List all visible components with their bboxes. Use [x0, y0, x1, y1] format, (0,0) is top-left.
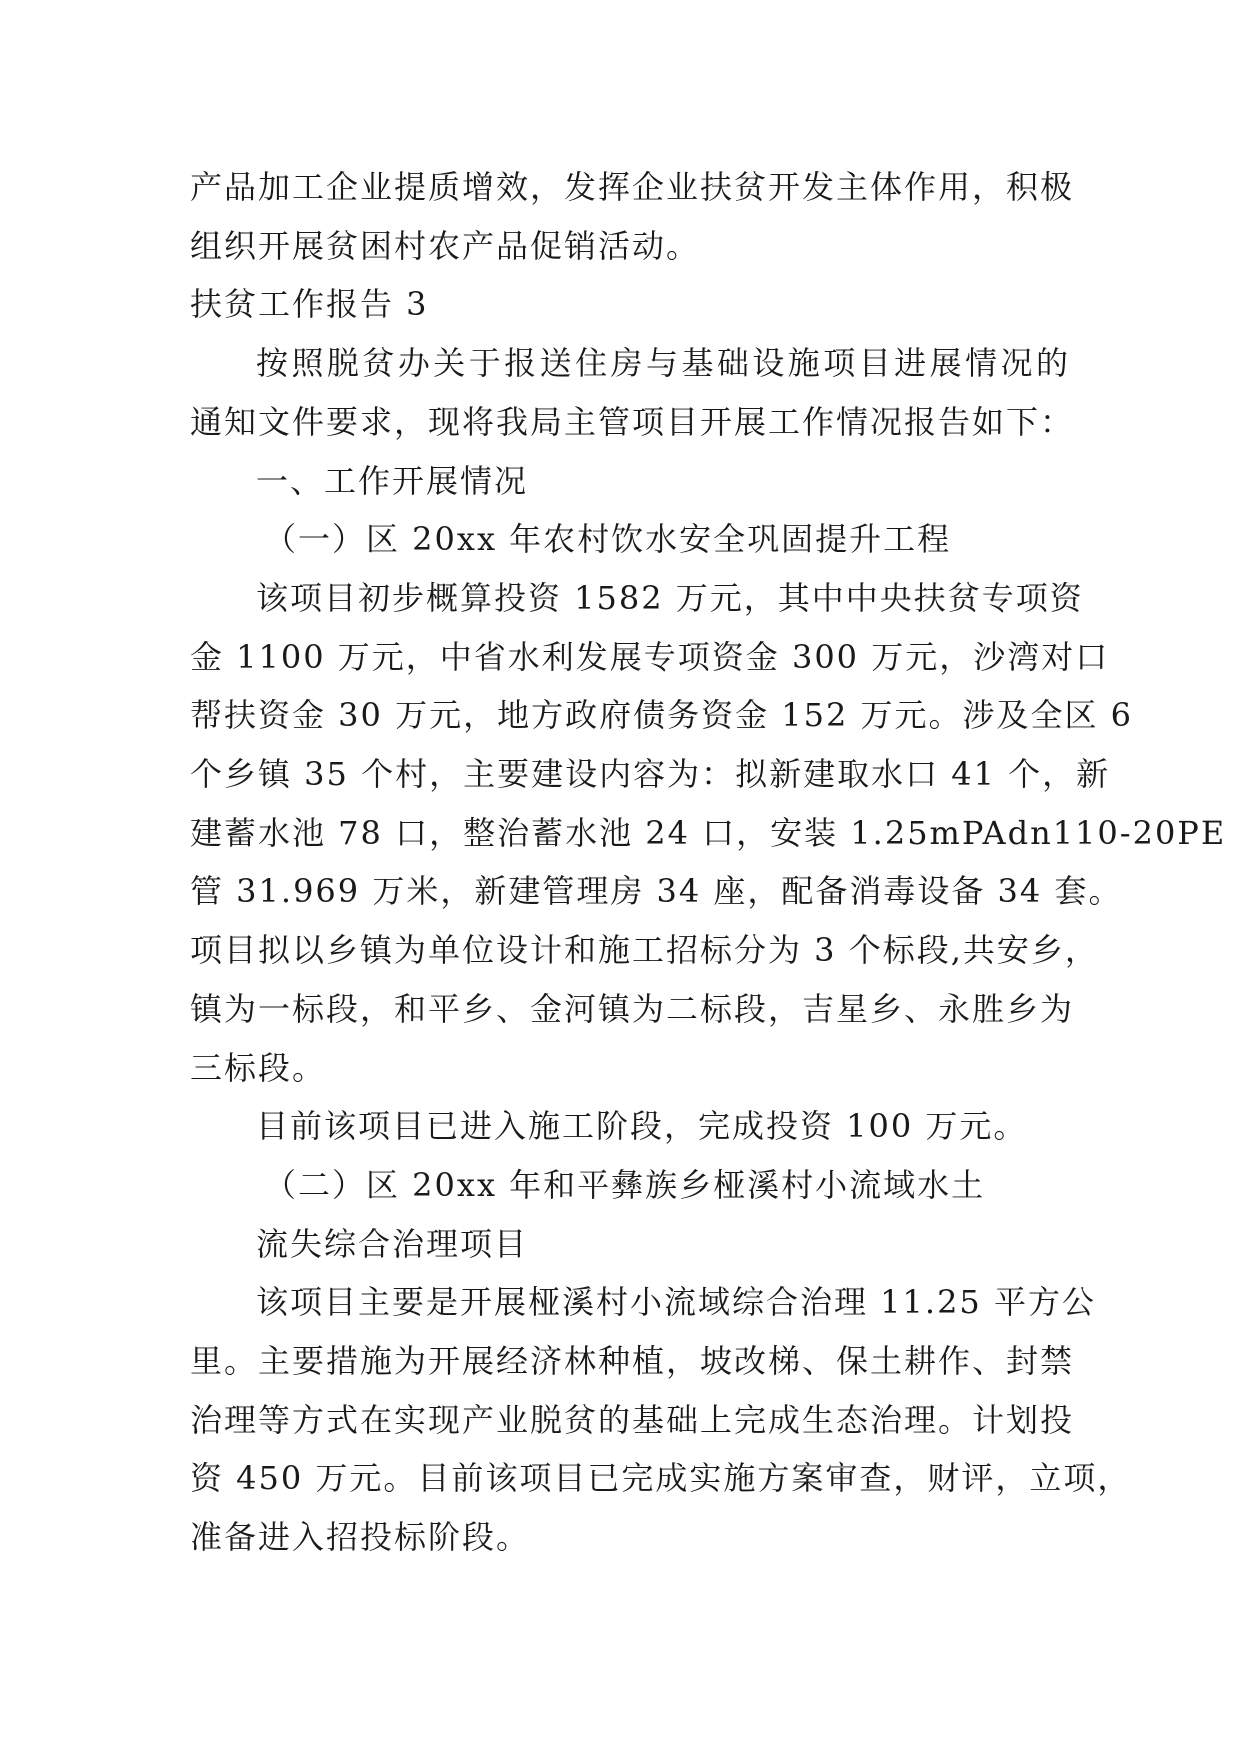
paragraph-line: 产品加工企业提质增效，发挥企业扶贫开发主体作用，积极: [190, 168, 1075, 206]
paragraph-line: 准备进入招投标阶段。: [190, 1518, 531, 1557]
paragraph-line: 通知文件要求，现将我局主管项目开展工作情况报告如下：: [190, 402, 1075, 441]
paragraph-line: 项目拟以乡镇为单位设计和施工招标分为 3 个标段,共安乡，: [190, 931, 1099, 970]
item-heading: （二）区 20xx 年和平彝族乡桠溪村小流域水土: [264, 1165, 986, 1204]
paragraph-line: 金 1100 万元，中省水利发展专项资金 300 万元，沙湾对口: [190, 637, 1110, 676]
paragraph-line: 帮扶资金 30 万元，地方政府债务资金 152 万元。涉及全区 6: [190, 696, 1134, 735]
item-heading-continued: 流失综合治理项目: [256, 1224, 529, 1263]
paragraph-line: 镇为一标段，和平乡、金河镇为二标段，吉星乡、永胜乡为: [190, 989, 1075, 1028]
paragraph-line: 该项目初步概算投资 1582 万元，其中中央扶贫专项资: [256, 578, 1084, 617]
paragraph-line: 里。主要措施为开展经济林种植，坡改梯、保土耕作、封禁: [190, 1342, 1075, 1381]
paragraph-line: 按照脱贫办关于报送住房与基础设施项目进展情况的: [256, 344, 1070, 383]
paragraph-line: 管 31.969 万米，新建管理房 34 座，配备消毒设备 34 套。: [190, 872, 1123, 911]
paragraph-line: 目前该项目已进入施工阶段，完成投资 100 万元。: [256, 1107, 1028, 1146]
section-heading: 扶贫工作报告 3: [190, 285, 429, 324]
document-body: [190, 158, 1227, 1567]
paragraph-line: 个乡镇 35 个村，主要建设内容为：拟新建取水口 41 个，新: [190, 755, 1111, 794]
subsection-heading: 一、工作开展情况: [256, 461, 529, 500]
paragraph-line: 建蓄水池 78 口，整治蓄水池 24 口，安装 1.25mPAdn110-20PE: [190, 813, 1227, 852]
paragraph-line: 治理等方式在实现产业脱贫的基础上完成生态治理。计划投: [190, 1400, 1075, 1439]
paragraph-line: 该项目主要是开展桠溪村小流域综合治理 11.25 平方公: [256, 1283, 1096, 1322]
paragraph-line: 三标段。: [190, 1048, 327, 1087]
paragraph-line: 资 450 万元。目前该项目已完成实施方案审查，财评，立项，: [190, 1459, 1132, 1498]
item-heading: （一）区 20xx 年农村饮水安全巩固提升工程: [264, 520, 952, 559]
paragraph-line: 组织开展贫困村农产品促销活动。: [190, 226, 701, 265]
